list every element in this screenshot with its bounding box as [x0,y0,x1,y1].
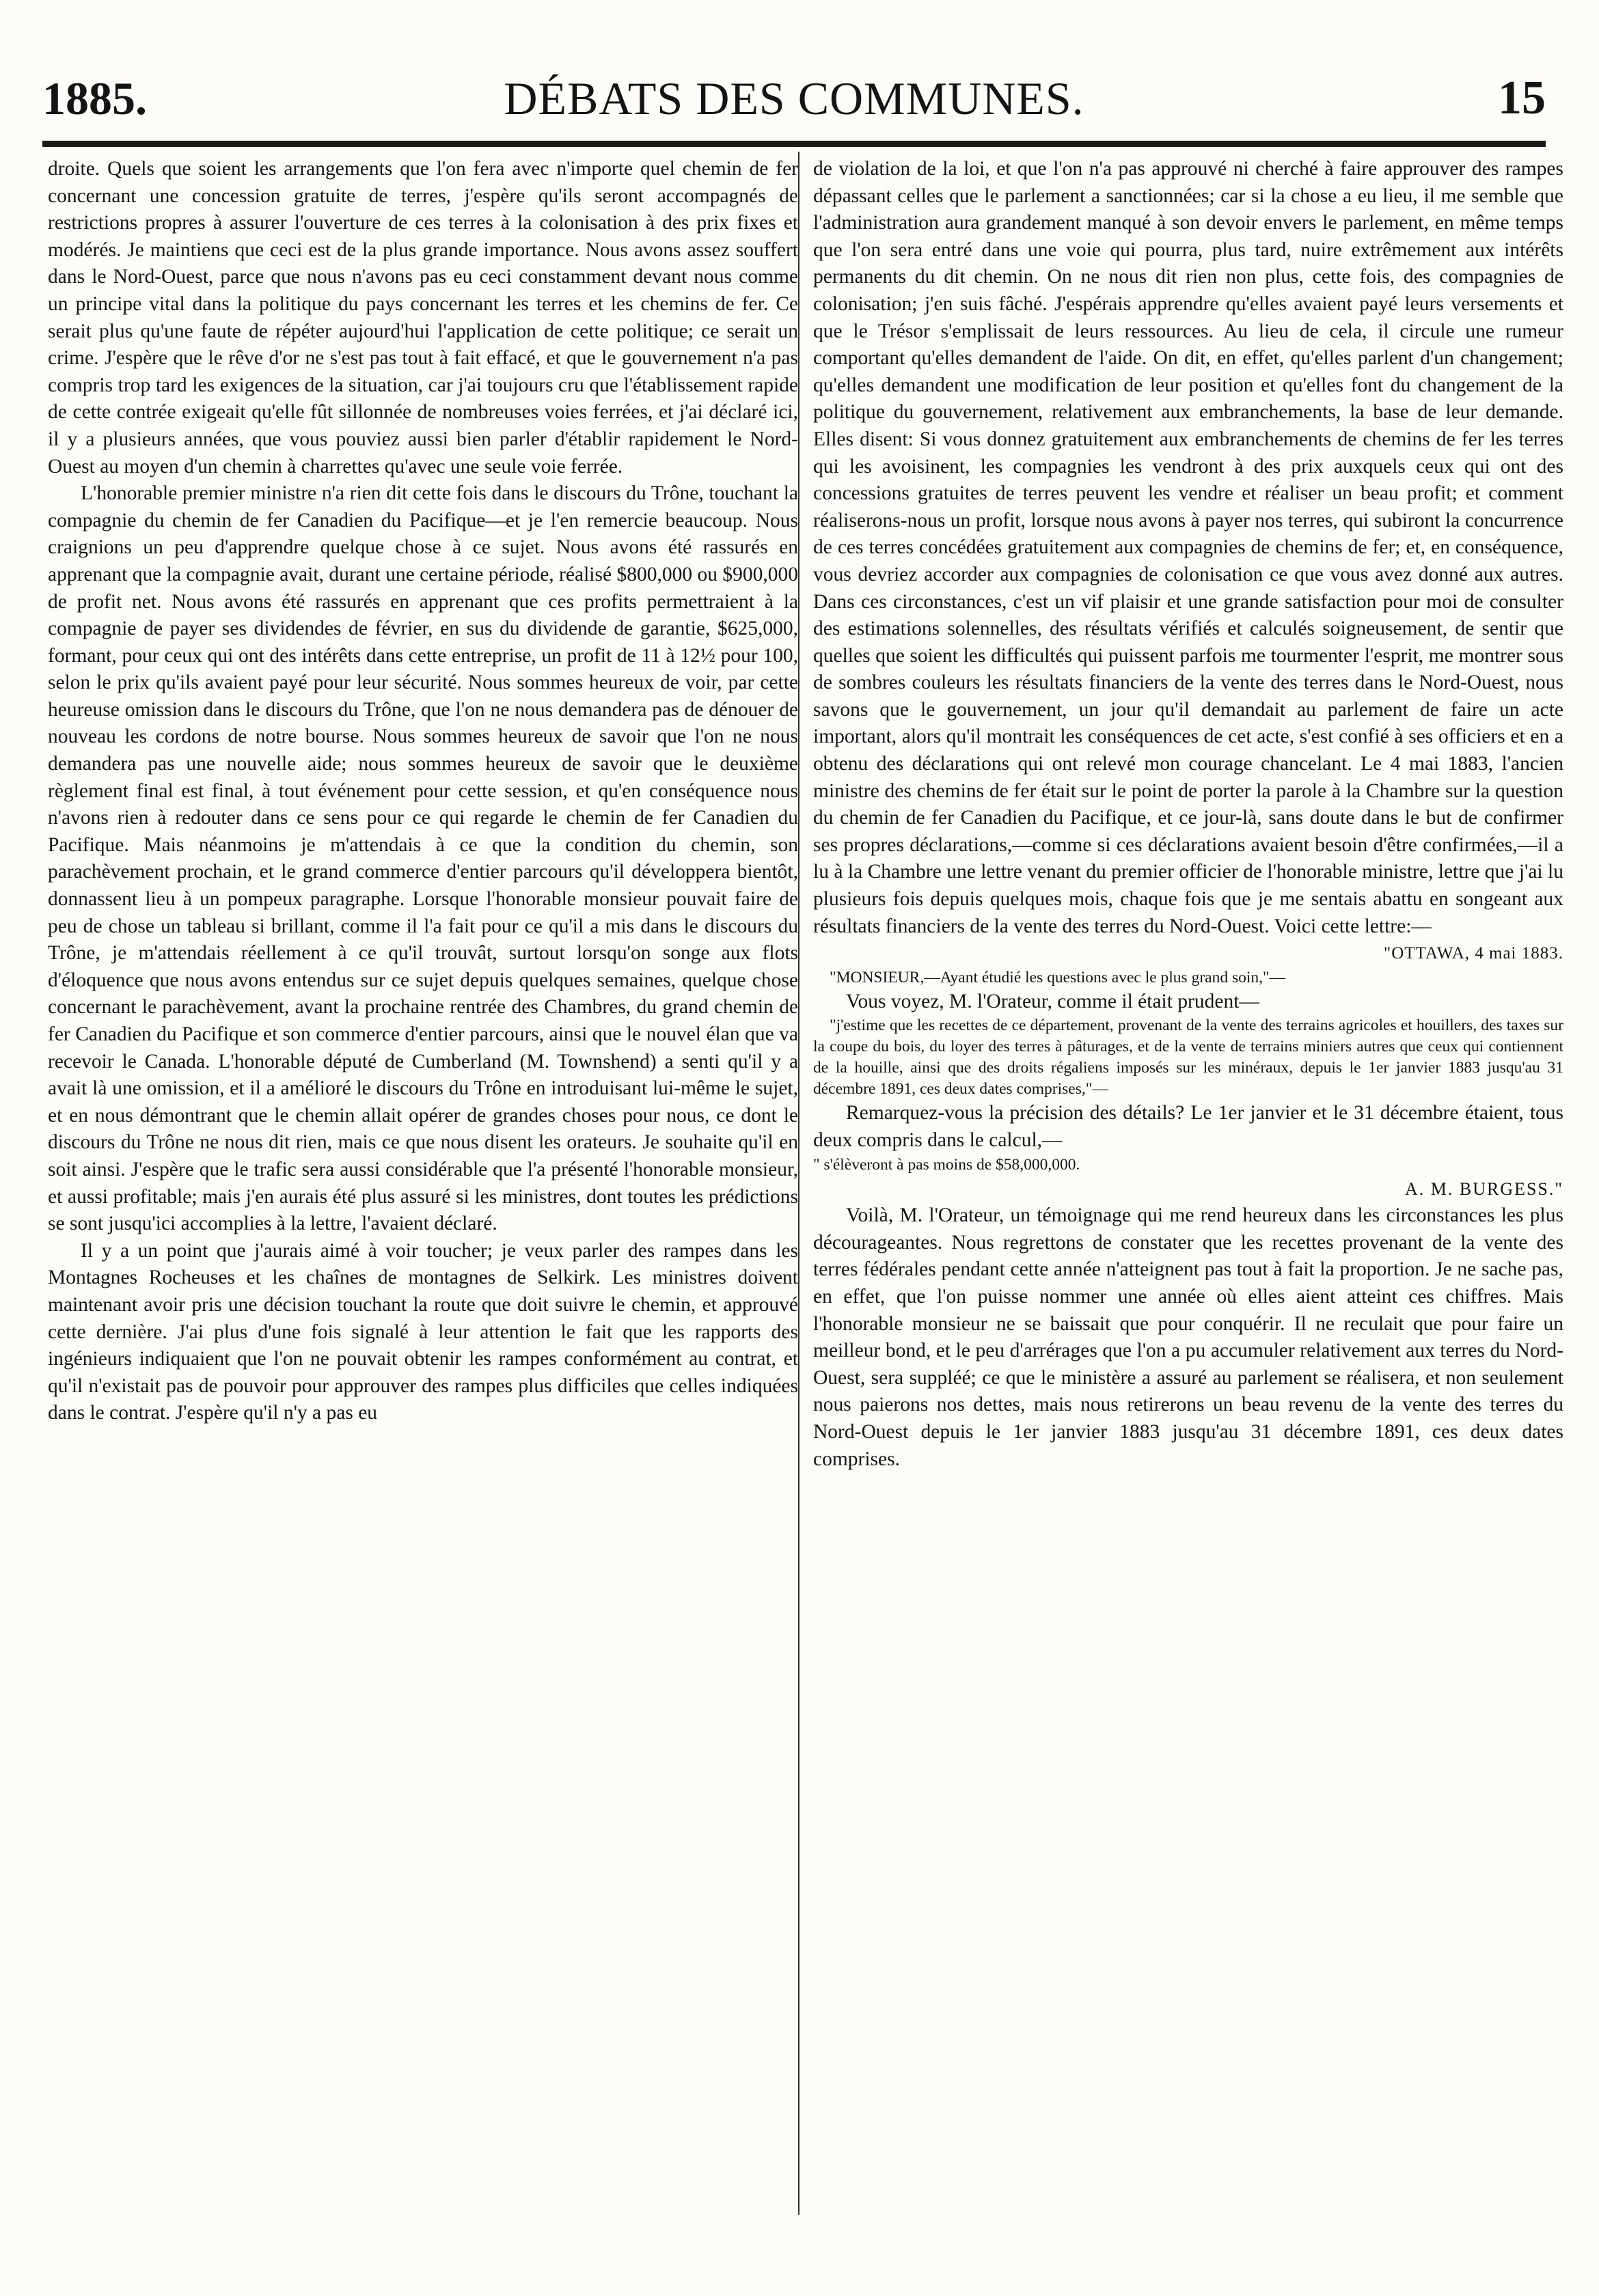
letter-quote: " s'élèveront à pas moins de $58,000,000. [813,1155,1080,1174]
letter-date: "OTTAWA, 4 mai 1883. [1384,944,1563,963]
column-divider [798,152,800,2215]
left-paragraph: L'honorable premier ministre n'a rien dit cette fois dans le discours du Trône, touchant la compagnie du chemin de fer Canadien du Pacifique—et je l'en remercie beaucoup. Nous craignions un peu d'apprendre quelque chose à ce sujet. Nous avons été rassurés en apprenant que la compagnie avait, durant une certaine période, réalisé $800,000 ou $900,000 de profit net. Nous avons été rassurés en apprenant que ces profits permettraient à la compagnie de payer ses dividendes de février, en sus du dividende de garantie, $625,000, formant, pour ceux qui ont des intérêts dans cette entreprise, un profit de 11 à 12½ pour 100, selon le prix qu'ils avaient payé pour leur sécurité. Nous sommes heureux de voir, par cette heureuse omission dans le discours du Trône, que l'on ne nous demandera pas de dénouer de nouveau les cordons de notre bourse. Nous sommes heureux de savoir que l'on ne nous demandera pas une nouvelle aide; nous sommes heureux de savoir que le deuxième règlement final est final, à tout événement pour cette session, et qu'en conséquence nous n'avons rien à redouter dans ce sens pour ce qui regarde le chemin de fer Canadien du Pacifique. Mais néanmoins je m'attendais à ce que la condition du chemin, son parachèvement prochain, et le grand commerce d'entier parcours qu'il développera bientôt, donnassent lieu à un pompeux paragraphe. Lorsque l'honorable monsieur pouvait faire de peu de chose un tableau si brillant, comme il l'a fait pour ce qu'il a mis dans le discours du Trône, je m'attendais réellement à ce qu'il trouvât, surtout lorsqu'on songe aux flots d'éloquence que nous avons entendus sur ce sujet depuis quelques semaines, quelque chose concernant le parachèvement, avant la prochaine rentrée des Chambres, du grand chemin de fer Canadien du Pacifique et son commerce d'entier parcours, ainsi que le nouvel élan que va recevoir le Canada. L'honorable député de Cumberland (M. Townshend) a senti qu'il y a avait là une omission, et il a amélioré le discours du Trône en introduisant lui-même le sujet, et en nous démontrant que le chemin allait opérer de grandes choses pour nous, ce dont le discours du Trône ne nous dit rien, mais ce que nous disent les orateurs. Je souhaite qu'il en soit ainsi. J'espère que le trafic sera aussi considérable que l'a présenté l'honorable monsieur, et aussi profitable; mais j'en aurais été plus assuré si les ministres, dont toutes les prédictions se sont jusqu'ici accomplies à la lettre, l'avaient déclaré. [48,482,798,1235]
left-column [48,156,798,2226]
header-year: 1885. [42,72,147,124]
left-paragraph: droite. Quels que soient les arrangements que l'on fera avec n'importe quel chemin de fer concernant une concession gratuite de terres, j'espère qu'ils seront accompagnés de restrictions propres à assurer l'ouverture de ces terres à la colonisation à des prix fixes et modérés. Je maintiens que ceci est de la plus grande importance. Nous avons assez souffert dans le Nord-Ouest, parce que nous n'avons pas eu ceci constamment devant nous comme un principe vital dans la politique du pays concernant les terres et les chemins de fer. Ce serait plus qu'une faute de répéter aujourd'hui l'application de cette politique; ce serait un crime. J'espère que le rêve d'or ne s'est pas tout à fait effacé, et que le gouvernement n'a pas compris trop tard les exigences de la situation, car j'ai toujours cru que l'établissement rapide de cette contrée exigeait qu'elle fût sillonnée de nombreuses voies ferrées, et j'ai déclaré ici, il y a plusieurs années, que vous pouviez aussi bien parler d'établir rapidement le Nord-Ouest au moyen d'un chemin à charrettes qu'avec une seule voie ferrée. [48,158,798,478]
aside-remark: Vous voyez, M. l'Orateur, comme il était prudent— [846,990,1259,1012]
aside-remark: Remarquez-vous la précision des détails? Le 1er janvier et le 31 décembre étaient, tous deux compris dans le calcul,— [813,1102,1563,1151]
right-column [813,156,1563,2226]
header-page-number: 15 [1498,72,1546,124]
letter-signature: A. M. BURGESS." [1404,1178,1563,1199]
page-header [42,66,1546,131]
header-rule [42,141,1546,147]
left-paragraph: Il y a un point que j'aurais aimé à voir toucher; je veux parler des rampes dans les Montagnes Rocheuses et les chaînes de montagnes de Selkirk. Les ministres doivent maintenant avoir pris une décision touchant la route que doit suivre le chemin, et approuvé cette dernière. J'ai plus d'une fois signalé à leur attention le fait que les rapports des ingénieurs indiquaient que l'on ne pouvait obtenir les rampes conformément au contrat, et qu'il n'existait pas de pouvoir pour approuver des rampes plus difficiles que celles indiquées dans le contrat. J'espère qu'il n'y a pas eu [48,1239,798,1424]
letter-quote: "j'estime que les recettes de ce département, provenant de la vente des terrains agricoles et houillers, des taxes sur la coupe du bois, du loyer des terres à pâturages, et de la vente de terrains miniers autres que ceux qui contiennent de la houille, ainsi que des droits régaliens imposés sur les minéraux, depuis le 1er janvier 1883 jusqu'au 31 décembre 1891, ces deux dates comprises,"— [813,1016,1563,1098]
header-title: DÉBATS DES COMMUNES. [504,72,1084,124]
right-paragraph: Voilà, M. l'Orateur, un témoignage qui me rend heureux dans les circonstances les plus décourageantes. Nous regrettons de constater que les recettes provenant de la vente des terres fédérales pendant cette année n'atteignent pas tout à fait la proportion. Je ne sache pas, en effet, que l'on puisse nommer une année où elles aient atteint ces chiffres. Mais l'honorable monsieur ne se baissait que pour conquérir. Il ne reculait que pour faire un meilleur bond, et le peu d'arrérages que l'on a pu accumuler relativement aux terres du Nord-Ouest, sera suppléé; ce que le ministère a assuré au parlement se réalisera, et non seulement nous paierons nos dettes, mais nous retirerons un beau revenu de la vente des terres du Nord-Ouest depuis le 1er janvier 1883 jusqu'au 31 décembre 1891, ces deux dates comprises. [813,1204,1563,1470]
right-paragraph: de violation de la loi, et que l'on n'a pas approuvé ni cherché à faire approuver des rampes dépassant celles que le parlement a sanctionnées; car si la chose a eu lieu, il me semble que l'administration aura grandement manqué à son devoir envers le parlement, en même temps que l'on sera entré dans une voie qui pourra, plus tard, nuire extrêmement aux intérêts permanents du dit chemin. On ne nous dit rien non plus, cette fois, des compagnies de colonisation; j'en suis fâché. J'espérais apprendre qu'elles avaient payé leurs versements et que le Trésor s'emplissait de leurs ressources. Au lieu de cela, il circule une rumeur comportant qu'elles demandent de l'aide. On dit, en effet, qu'elles parlent d'un changement; qu'elles demandent une modification de leur position et qu'elles font du changement de la politique du gouvernement, relativement aux embranchements, la base de leur demande. Elles disent: Si vous donnez gratuitement aux embranchements de chemins de fer les terres qui les avoisinent, les compagnies les vendront à des prix auxquels ceux qui ont des concessions gratuites de terres peuvent les vendre et réaliser un beau profit; et comment réaliserons-nous un profit, lorsque nous avons à payer nos terres, qui subiront la concurrence de ces terres concédées gratuitement aux compagnies de chemins de fer; et, en conséquence, vous devriez accorder aux compagnies de colonisation ce que vous avez donné aux autres. Dans ces circonstances, c'est un vif plaisir et une grande satisfaction pour moi de consulter des estimations solennelles, des résultats vérifiés et calculés soigneusement, de sentir que quelles que soient les difficultés qui puissent parfois me tourmenter l'esprit, me montrer sous de sombres couleurs les résultats financiers de la vente des terres dans le Nord-Ouest, nous savons que le gouvernement, un jour qu'il demandait au parlement de faire un acte important, alors qu'il montrait les conséquences de cet acte, s'est confié à ses officiers et en a obtenu des déclarations qui ont relevé mon courage chancelant. Le 4 mai 1883, l'ancien ministre des chemins de fer était sur le point de porter la parole à la Chambre sur la question du chemin de fer Canadien du Pacifique, et ce jour-là, sans doute dans le but de confirmer ses propres déclarations,—comme si ces déclarations avaient besoin d'être confirmées,—il a lu à la Chambre une lettre venant du premier officier de l'honorable ministre, lettre que j'ai lu plusieurs fois depuis quelques mois, chaque fois que je me sentais abattu en songeant aux résultats financiers de la vente des terres du Nord-Ouest. Voici cette lettre:— [813,158,1563,937]
letter-salutation: "MONSIEUR,—Ayant étudié les questions avec le plus grand soin,"— [830,968,1286,986]
